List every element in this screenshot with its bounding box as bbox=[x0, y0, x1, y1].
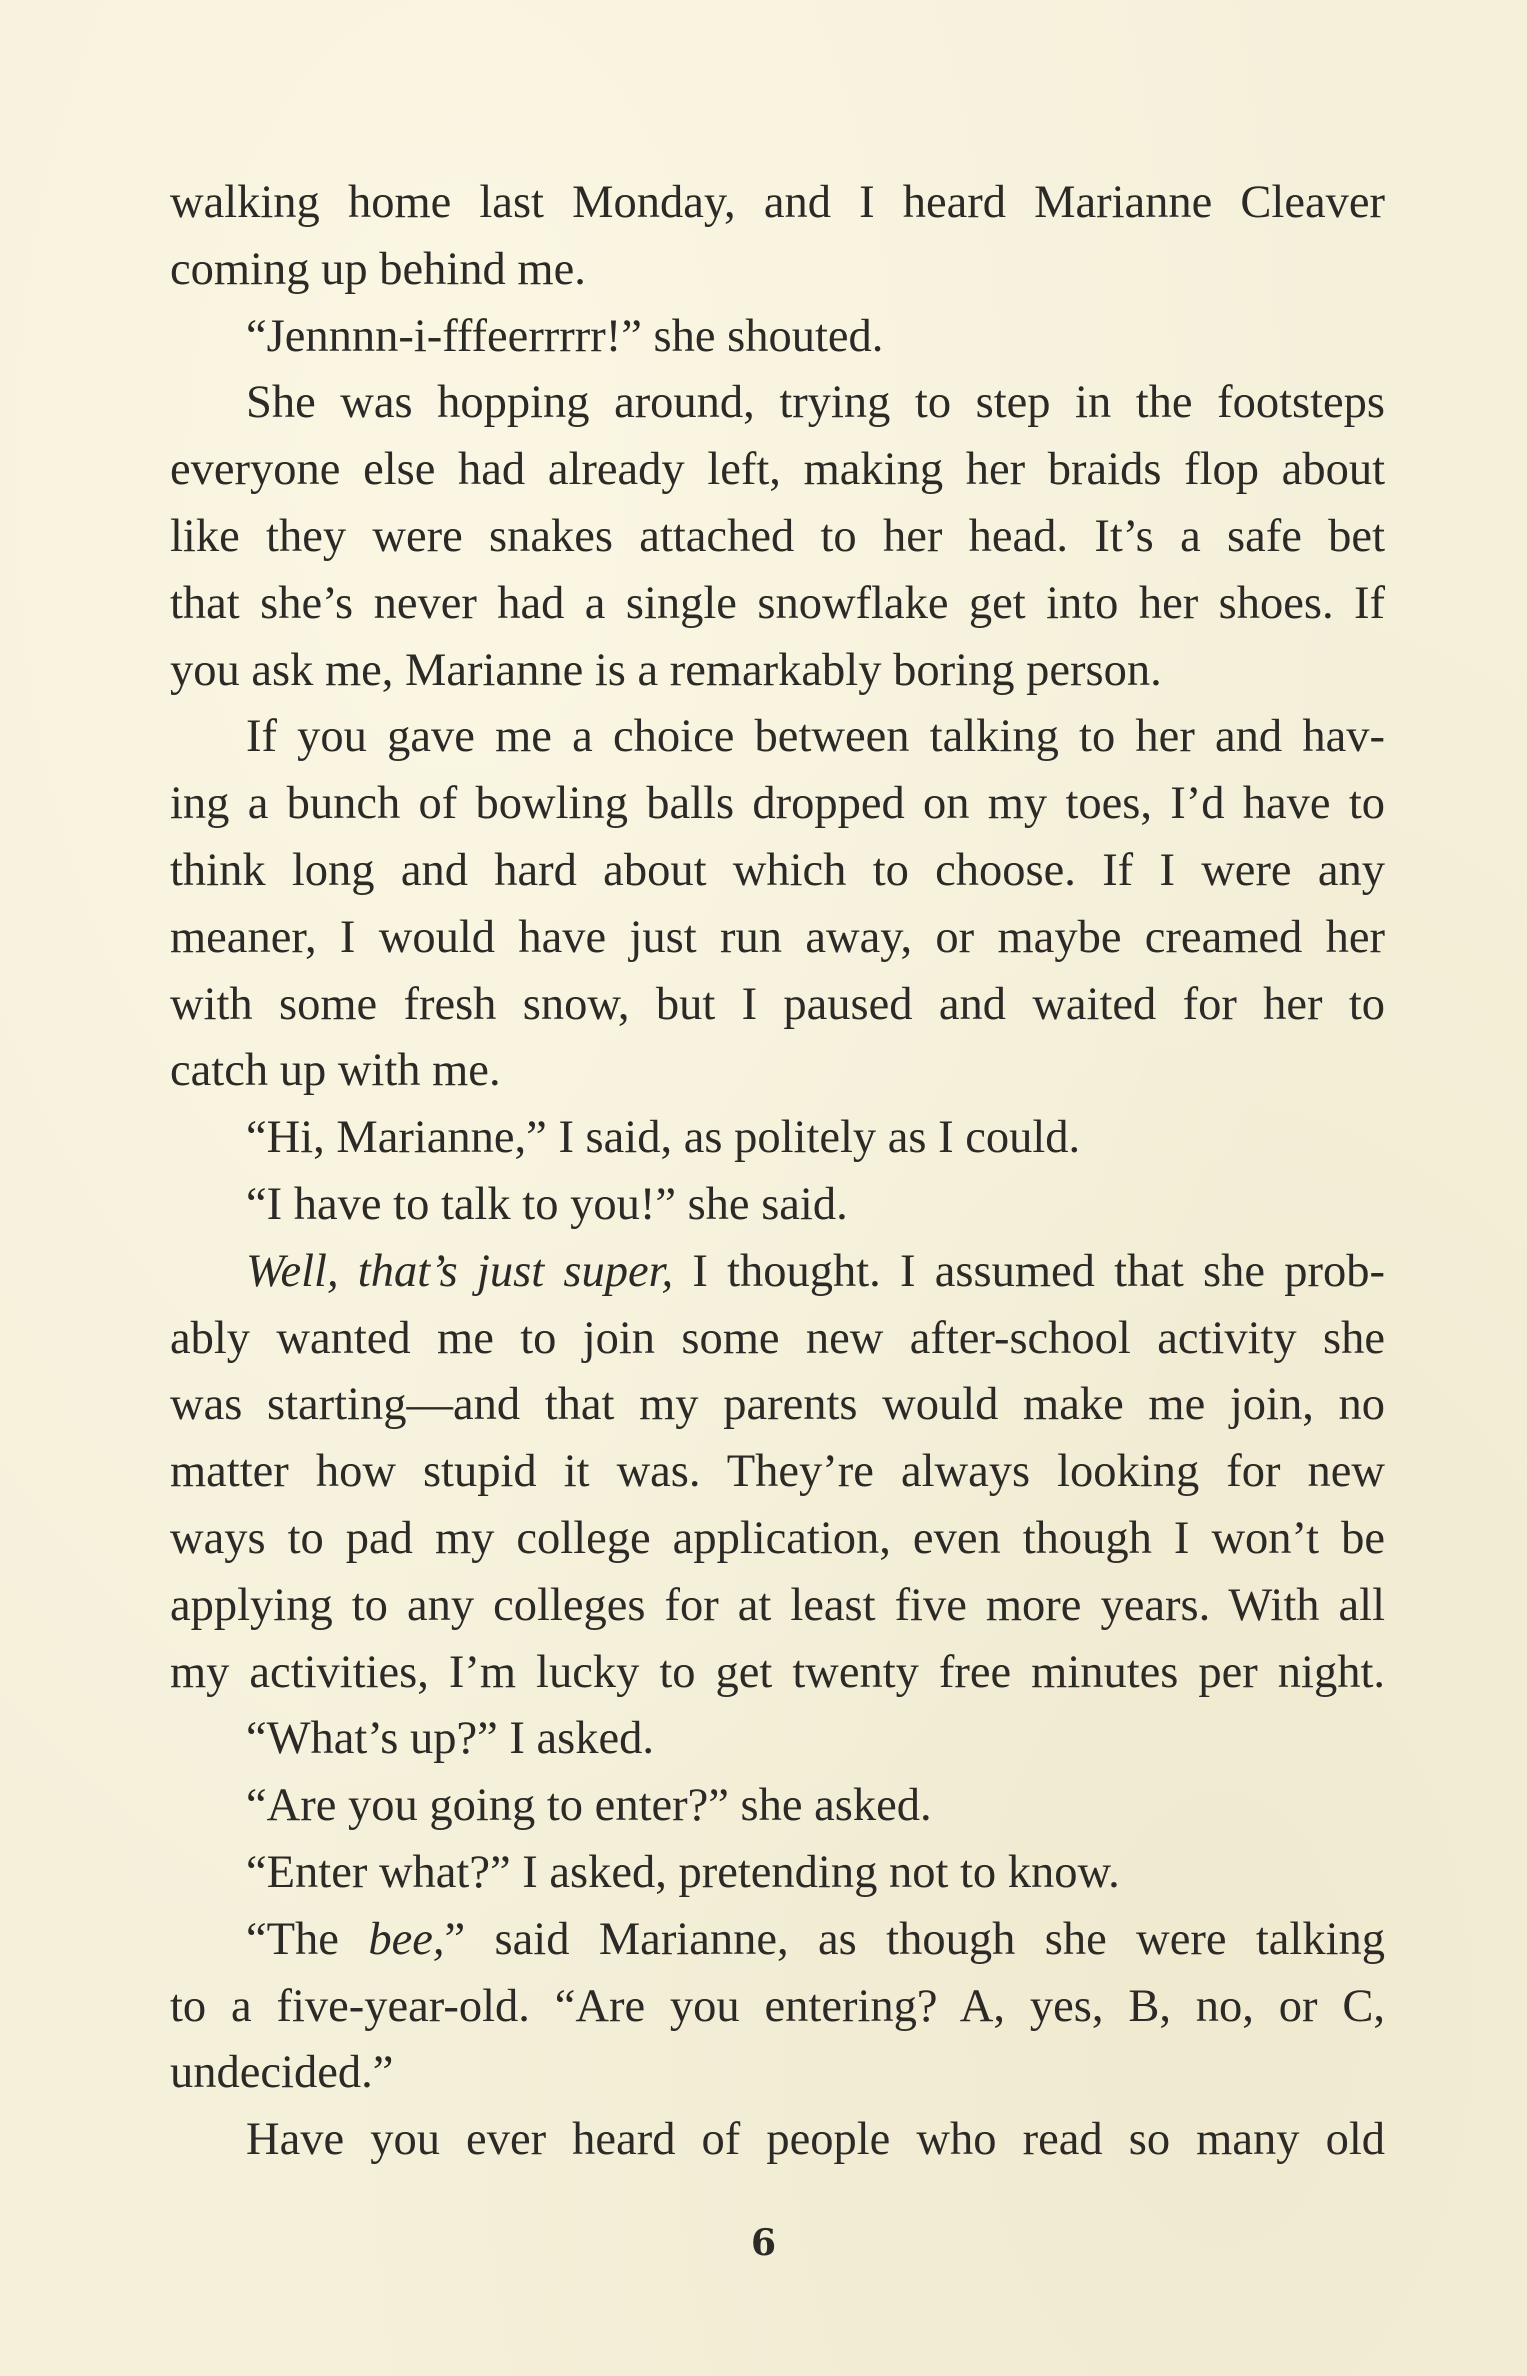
text-line: “Hi, Marianne,” I said, as politely as I could. bbox=[246, 1112, 1081, 1164]
text-line: with some fresh snow, but I paused and waited for her to bbox=[170, 978, 1385, 1030]
text-line: coming up behind me. bbox=[170, 243, 586, 295]
text-line bbox=[170, 1907, 1385, 1974]
text-line: like they were snakes attached to her head. It’s a safe bet bbox=[170, 510, 1385, 562]
text-line: “Enter what?” I asked, pretending not to know. bbox=[246, 1846, 1120, 1898]
italic-phrase: Well, that’s just super, bbox=[246, 1245, 674, 1297]
text-line: matter how stupid it was. They’re always looking for new bbox=[170, 1446, 1385, 1498]
text-line: applying to any colleges for at least five more years. With all bbox=[170, 1579, 1385, 1631]
text-line: you ask me, Marianne is a remarkably boring person. bbox=[170, 644, 1162, 696]
text-line: “I have to talk to you!” she said. bbox=[246, 1178, 848, 1230]
italic-word: bee, bbox=[368, 1913, 445, 1965]
text-line: walking home last Monday, and I heard Marianne Cleaver bbox=[170, 177, 1385, 228]
text-line: She was hopping around, trying to step in the footsteps bbox=[246, 377, 1385, 429]
text-line: was starting—and that my parents would make me join, no bbox=[170, 1379, 1385, 1431]
text-line: ways to pad my college application, even though I won’t be bbox=[170, 1512, 1385, 1564]
text-line: my activities, I’m lucky to get twenty free minutes per night. bbox=[170, 1646, 1385, 1698]
text-line: meaner, I would have just run away, or maybe creamed her bbox=[170, 911, 1385, 963]
text-line: everyone else had already left, making her braids flop about bbox=[170, 444, 1385, 496]
text-line: Have you ever heard of people who read so many old bbox=[246, 2114, 1385, 2166]
text-line: ing a bunch of bowling balls dropped on my toes, I’d have to bbox=[170, 778, 1385, 830]
text-run: I thought. I assumed that she prob- bbox=[673, 1245, 1385, 1297]
text-line: “Are you going to enter?” she asked. bbox=[246, 1780, 932, 1832]
text-line: ably wanted me to join some new after-school activity she bbox=[170, 1312, 1385, 1364]
text-run: “The bbox=[246, 1913, 369, 1965]
text-line: catch up with me. bbox=[170, 1045, 501, 1097]
text-line: that she’s never had a single snowflake get into her shoes. If bbox=[170, 577, 1385, 629]
text-line: think long and hard about which to choose. If I were any bbox=[170, 844, 1385, 896]
text-line: “Jennnn-i-fffeerrrrr!” she shouted. bbox=[246, 310, 884, 362]
text-line: “What’s up?” I asked. bbox=[246, 1713, 654, 1765]
text-line bbox=[170, 1239, 1385, 1306]
body-text bbox=[170, 170, 1385, 2174]
text-line: If you gave me a choice between talking to her and hav- bbox=[246, 711, 1385, 763]
text-line: to a five-year-old. “Are you entering? A, yes, B, no, or C, bbox=[170, 1980, 1385, 2032]
text-run: ” said Marianne, as though she were talking bbox=[444, 1913, 1386, 1965]
text-line: undecided.” bbox=[170, 2047, 394, 2099]
page-number: 6 bbox=[750, 2222, 777, 2264]
